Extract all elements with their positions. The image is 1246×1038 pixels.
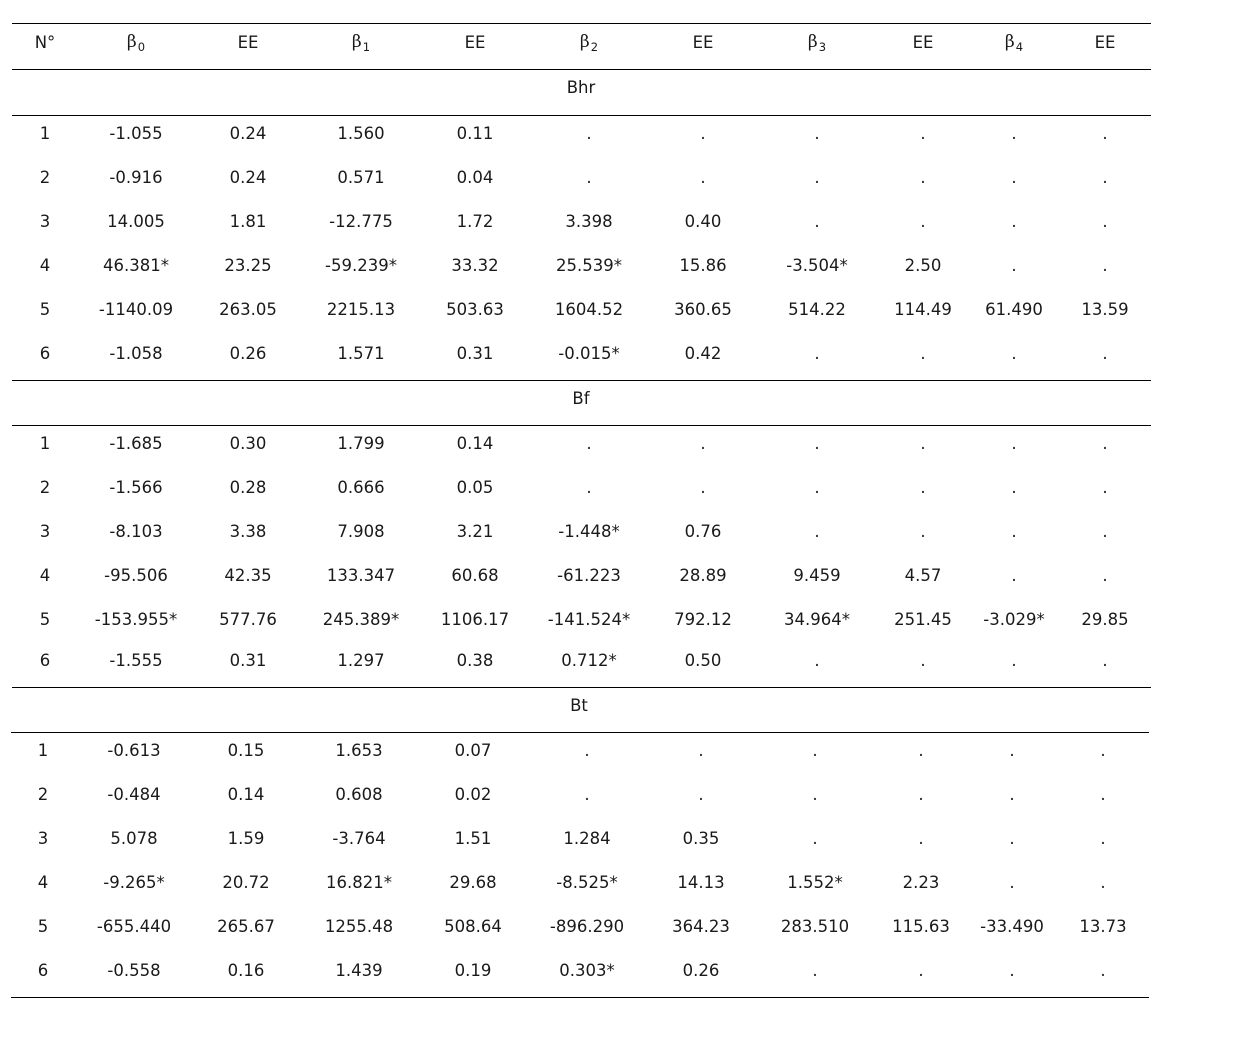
table-cell: . — [1102, 566, 1108, 585]
table-cell: 1.297 — [337, 651, 385, 670]
table-cell: -0.015* — [558, 344, 620, 363]
table-cell: . — [1011, 522, 1017, 541]
table-cell: 29.68 — [449, 873, 497, 892]
table-cell: 61.490 — [985, 300, 1043, 319]
row-number: 6 — [37, 961, 49, 980]
row-number: 3 — [39, 522, 51, 541]
beta-subscript: 2 — [590, 40, 599, 54]
table-cell: -1.055 — [109, 124, 163, 143]
table-cell: 115.63 — [892, 917, 950, 936]
table-cell: -153.955* — [94, 610, 178, 629]
table-cell: -3.029* — [983, 610, 1045, 629]
table-cell: 0.19 — [454, 961, 492, 980]
table-cell: . — [920, 651, 926, 670]
table-cell: 0.571 — [337, 168, 385, 187]
table-cell: -1140.09 — [98, 300, 174, 319]
table-cell: . — [920, 124, 926, 143]
table-cell: -9.265* — [103, 873, 165, 892]
table-cell: . — [1011, 651, 1017, 670]
beta-subscript: 0 — [137, 40, 146, 54]
table-cell: 7.908 — [337, 522, 385, 541]
table-cell: 29.85 — [1081, 610, 1129, 629]
row-number: 4 — [37, 873, 49, 892]
table-cell: 1.81 — [229, 212, 267, 231]
table-cell: -0.558 — [107, 961, 161, 980]
table-cell: 1.51 — [454, 829, 492, 848]
section-title: Bt — [570, 696, 588, 715]
table-cell: 14.005 — [107, 212, 165, 231]
table-cell: 114.49 — [894, 300, 952, 319]
table-cell: . — [812, 785, 818, 804]
header-ee: EE — [912, 33, 934, 52]
table-cell: 0.40 — [684, 212, 722, 231]
table-cell: . — [1102, 212, 1108, 231]
table-cell: 14.13 — [677, 873, 725, 892]
table-cell: -3.764 — [332, 829, 386, 848]
table-cell: 13.73 — [1079, 917, 1127, 936]
table-cell: . — [814, 212, 820, 231]
table-cell: 514.22 — [788, 300, 846, 319]
table-cell: . — [1100, 785, 1106, 804]
table-cell: 0.24 — [229, 124, 267, 143]
table-cell: -61.223 — [557, 566, 621, 585]
table-cell: . — [920, 522, 926, 541]
table-cell: 0.31 — [229, 651, 267, 670]
table-cell: 792.12 — [674, 610, 732, 629]
table-cell: . — [1102, 478, 1108, 497]
table-cell: 0.24 — [229, 168, 267, 187]
table-cell: 265.67 — [217, 917, 275, 936]
table-cell: . — [814, 124, 820, 143]
table-cell: . — [1009, 961, 1015, 980]
table-cell: 0.14 — [227, 785, 265, 804]
row-number: 5 — [37, 917, 49, 936]
table-cell: . — [586, 434, 592, 453]
table-cell: 0.30 — [229, 434, 267, 453]
table-cell: 42.35 — [224, 566, 272, 585]
table-cell: 364.23 — [672, 917, 730, 936]
table-cell: . — [814, 522, 820, 541]
table-cell: -12.775 — [329, 212, 393, 231]
table-cell: 34.964* — [784, 610, 850, 629]
section-top-rule — [12, 115, 1151, 116]
table-cell: 13.59 — [1081, 300, 1129, 319]
table-cell: 263.05 — [219, 300, 277, 319]
table-cell: 0.42 — [684, 344, 722, 363]
row-number: 4 — [39, 256, 51, 275]
table-cell: . — [1009, 741, 1015, 760]
table-cell: . — [700, 124, 706, 143]
table-cell: 23.25 — [224, 256, 272, 275]
row-number: 6 — [39, 344, 51, 363]
table-cell: 3.21 — [456, 522, 494, 541]
table-cell: 1.552* — [787, 873, 843, 892]
table-cell: . — [814, 478, 820, 497]
row-number: 6 — [39, 651, 51, 670]
table-cell: . — [586, 124, 592, 143]
row-number: 3 — [37, 829, 49, 848]
table-cell: . — [1011, 256, 1017, 275]
table-cell: . — [1100, 741, 1106, 760]
section-top-rule — [11, 732, 1149, 733]
table-cell: 1.72 — [456, 212, 494, 231]
table-cell: 20.72 — [222, 873, 270, 892]
table-cell: 9.459 — [793, 566, 841, 585]
table-cell: . — [918, 785, 924, 804]
table-cell: 2.23 — [902, 873, 940, 892]
table-cell: . — [700, 478, 706, 497]
table-cell: -33.490 — [980, 917, 1044, 936]
table-cell: 577.76 — [219, 610, 277, 629]
row-number: 3 — [39, 212, 51, 231]
table-cell: -0.613 — [107, 741, 161, 760]
beta-symbol: β — [1004, 32, 1015, 52]
table-cell: -655.440 — [96, 917, 172, 936]
table-cell: . — [586, 478, 592, 497]
table-cell: -1.058 — [109, 344, 163, 363]
table-cell: 2215.13 — [326, 300, 396, 319]
table-cell: 0.666 — [337, 478, 385, 497]
table-cell: . — [918, 741, 924, 760]
table-cell: . — [1011, 168, 1017, 187]
section-top-rule — [12, 425, 1151, 426]
header-top-rule — [12, 23, 1151, 24]
table-cell: -3.504* — [786, 256, 848, 275]
table-cell: 0.07 — [454, 741, 492, 760]
section-bottom-rule — [12, 380, 1151, 381]
table-cell: -141.524* — [547, 610, 631, 629]
table-cell: . — [698, 741, 704, 760]
table-cell: 15.86 — [679, 256, 727, 275]
row-number: 2 — [39, 478, 51, 497]
header-bottom-rule — [12, 69, 1151, 70]
table-cell: . — [1100, 961, 1106, 980]
table-cell: . — [584, 785, 590, 804]
table-cell: . — [1011, 344, 1017, 363]
table-cell: 0.608 — [335, 785, 383, 804]
table-cell: . — [918, 961, 924, 980]
row-number: 1 — [37, 741, 49, 760]
row-number: 5 — [39, 610, 51, 629]
table-cell: . — [814, 651, 820, 670]
table-cell: 1604.52 — [554, 300, 624, 319]
table-cell: 1106.17 — [440, 610, 510, 629]
table-cell: 28.89 — [679, 566, 727, 585]
header-beta-3 — [808, 32, 826, 57]
table-cell: 0.02 — [454, 785, 492, 804]
table-cell: 1255.48 — [324, 917, 394, 936]
beta-subscript: 4 — [1015, 40, 1024, 54]
table-cell: 16.821* — [326, 873, 392, 892]
table-cell: 2.50 — [904, 256, 942, 275]
table-cell: 245.389* — [322, 610, 400, 629]
beta-symbol: β — [126, 32, 137, 52]
table-cell: -59.239* — [325, 256, 397, 275]
header-ee: EE — [464, 33, 486, 52]
table-cell: 3.398 — [565, 212, 613, 231]
table-cell: 1.439 — [335, 961, 383, 980]
table-cell: . — [700, 168, 706, 187]
table-cell: 1.799 — [337, 434, 385, 453]
table-cell: 1.284 — [563, 829, 611, 848]
header-ee: EE — [692, 33, 714, 52]
table-cell: . — [814, 434, 820, 453]
table-cell: 0.50 — [684, 651, 722, 670]
table-cell: 283.510 — [780, 917, 850, 936]
table-cell: 0.38 — [456, 651, 494, 670]
table-cell: -95.506 — [104, 566, 168, 585]
table-cell: 0.04 — [456, 168, 494, 187]
table-cell: . — [698, 785, 704, 804]
table-cell: 1.571 — [337, 344, 385, 363]
header-beta-2 — [580, 32, 598, 57]
table-cell: . — [1011, 434, 1017, 453]
header-ee: EE — [1094, 33, 1116, 52]
header-beta-1 — [352, 32, 370, 57]
table-cell: . — [700, 434, 706, 453]
row-number: 2 — [37, 785, 49, 804]
table-cell: 133.347 — [326, 566, 396, 585]
table-cell: 0.15 — [227, 741, 265, 760]
table-cell: 0.31 — [456, 344, 494, 363]
table-cell: . — [1102, 344, 1108, 363]
table-cell: 0.28 — [229, 478, 267, 497]
table-cell: 508.64 — [444, 917, 502, 936]
table-cell: 0.76 — [684, 522, 722, 541]
table-cell: 0.26 — [682, 961, 720, 980]
table-cell: . — [1011, 124, 1017, 143]
section-bottom-rule — [11, 997, 1149, 998]
table-cell: . — [1102, 168, 1108, 187]
table-cell: . — [812, 741, 818, 760]
table-cell: 360.65 — [674, 300, 732, 319]
table-cell: 3.38 — [229, 522, 267, 541]
table-cell: . — [586, 168, 592, 187]
table-cell: -0.484 — [107, 785, 161, 804]
table-cell: -1.555 — [109, 651, 163, 670]
table-cell: . — [1011, 212, 1017, 231]
beta-symbol: β — [579, 32, 590, 52]
table-cell: 251.45 — [894, 610, 952, 629]
beta-symbol: β — [351, 32, 362, 52]
table-cell: 0.303* — [559, 961, 615, 980]
table-cell: 25.539* — [556, 256, 622, 275]
table-cell: . — [1102, 522, 1108, 541]
table-cell: . — [814, 344, 820, 363]
table-cell: 46.381* — [103, 256, 169, 275]
beta-subscript: 3 — [818, 40, 827, 54]
table-cell: -1.566 — [109, 478, 163, 497]
table-cell: 33.32 — [451, 256, 499, 275]
header-no: N° — [34, 33, 56, 52]
row-number: 4 — [39, 566, 51, 585]
table-cell: . — [812, 961, 818, 980]
table-cell: 0.11 — [456, 124, 494, 143]
table-cell: -8.525* — [556, 873, 618, 892]
table-cell: . — [1011, 478, 1017, 497]
section-title: Bf — [572, 389, 590, 408]
header-beta-0 — [127, 32, 145, 57]
table-cell: . — [812, 829, 818, 848]
table-cell: 0.14 — [456, 434, 494, 453]
table-cell: . — [1100, 873, 1106, 892]
section-title: Bhr — [566, 78, 596, 97]
table-cell: 1.59 — [227, 829, 265, 848]
table-cell: . — [1100, 829, 1106, 848]
table-cell: . — [1009, 829, 1015, 848]
row-number: 5 — [39, 300, 51, 319]
header-beta-4 — [1005, 32, 1023, 57]
table-cell: -1.685 — [109, 434, 163, 453]
table-cell: . — [1102, 434, 1108, 453]
section-bottom-rule — [12, 687, 1151, 688]
table-cell: . — [1011, 566, 1017, 585]
table-cell: 0.35 — [682, 829, 720, 848]
beta-subscript: 1 — [362, 40, 371, 54]
table-cell: . — [920, 212, 926, 231]
table-cell: . — [814, 168, 820, 187]
table-cell: -896.290 — [549, 917, 625, 936]
table-cell: 5.078 — [110, 829, 158, 848]
beta-symbol: β — [807, 32, 818, 52]
table-cell: . — [584, 741, 590, 760]
table-cell: 0.16 — [227, 961, 265, 980]
table-cell: 503.63 — [446, 300, 504, 319]
table-cell: 4.57 — [904, 566, 942, 585]
table-cell: . — [1009, 873, 1015, 892]
table-cell: . — [1102, 651, 1108, 670]
table-cell: . — [920, 478, 926, 497]
table-cell: . — [920, 168, 926, 187]
table-cell: 0.712* — [561, 651, 617, 670]
table-cell: 1.560 — [337, 124, 385, 143]
table-cell: . — [1102, 124, 1108, 143]
table-cell: -1.448* — [558, 522, 620, 541]
row-number: 2 — [39, 168, 51, 187]
table-cell: -0.916 — [109, 168, 163, 187]
table-cell: . — [918, 829, 924, 848]
table-cell: . — [1102, 256, 1108, 275]
table-cell: -8.103 — [109, 522, 163, 541]
row-number: 1 — [39, 434, 51, 453]
table-cell: 0.26 — [229, 344, 267, 363]
table-cell: 60.68 — [451, 566, 499, 585]
table-cell: . — [920, 434, 926, 453]
row-number: 1 — [39, 124, 51, 143]
table-cell: . — [1009, 785, 1015, 804]
table-cell: . — [920, 344, 926, 363]
table-cell: 1.653 — [335, 741, 383, 760]
header-ee: EE — [237, 33, 259, 52]
table-cell: 0.05 — [456, 478, 494, 497]
